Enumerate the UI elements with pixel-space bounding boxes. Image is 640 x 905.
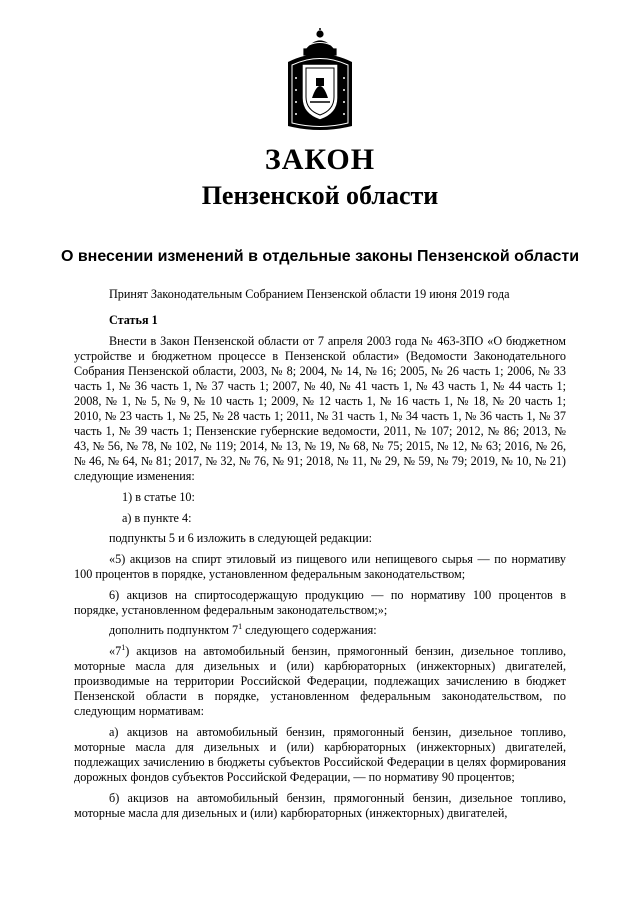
subitem-7-1-b: б) акцизов на автомобильный бензин, прямогонный бензин, дизельное топливо, моторные масла для дизельных и (или) карбюраторных (инжекторных) двигателей, <box>74 790 566 820</box>
add-subitem-paragraph <box>74 623 566 638</box>
article-heading: Статья 1 <box>109 313 158 327</box>
law-body <box>74 313 566 826</box>
subitems-intro: подпункты 5 и 6 изложить в следующей редакции: <box>109 531 372 546</box>
add-subitem-text: дополнить подпунктом 7 <box>109 623 239 638</box>
item-1: 1) в статье 10: <box>122 490 195 505</box>
article-intro-paragraph: Внести в Закон Пензенской области от 7 апреля 2003 года № 463-ЗПО «О бюджетном устройстве и бюджетном процессе в Пензенской области» (Ведомости Законодательного Собрания Пензенской области, 2003, № 8; 2004, № 14, № 16; 2005, № 26 часть 1; 2006, № 33 часть 1, № 36 часть 1, № 37 часть 1; 2007, № 40, № 41 часть 1, № 43 часть 1, № 44 часть 1; 2008, № 1, № 5, № 9, № 10 часть 1; 2009, № 12 часть 1, № 16 часть 1, № 18, № 20 часть 1; 2010, № 23 часть 1, № 25, № 28 часть 1; 2011, № 31 часть 1, № 34 часть 1, № 36 часть 1, № 37 часть 1, № 39 часть 1; Пензенские губернские ведомости, 2011, № 107; 2012, № 86; 2013, № 43, № 56, № 78, № 102, № 119; 2014, № 13, № 19, № 68, № 75; 2015, № 12, № 63; 2016, № 26, № 46, № 64, № 81; 2017, № 32, № 76, № 91; 2018, № 11, № 29, № 59, № 79; 2019, № 10, № 21) следующие изменения: <box>74 333 566 484</box>
subitem-5: «5) акцизов на спирт этиловый из пищевого или непищевого сырья — по нормативу 100 процентов в порядке, установленном федеральным законодательством; <box>74 551 566 581</box>
add-subitem-text-end: следующего содержания: <box>242 623 377 638</box>
law-title: ЗАКОН <box>264 143 376 176</box>
adoption-statement: Принят Законодательным Собранием Пензенской области 19 июня 2019 года <box>109 287 510 301</box>
subitem-7-1-text: ) акцизов на автомобильный бензин, прямогонный бензин, дизельное топливо, моторные масла для дизельных и (или) карбюраторных (инжекторных) двигателей, производимые на территории Российской Федерации, подлежащих зачислению в бюджет Пензенской области в порядке, установленном федеральным законодательством, по следующим нормативам: <box>74 643 566 719</box>
law-subject-heading: О внесении изменений в отдельные законы Пензенской области <box>60 248 580 265</box>
superscript: 1 <box>238 622 243 632</box>
subitem-7-1-a: а) акцизов на автомобильный бензин, прямогонный бензин, дизельное топливо, моторные масла для дизельных и (или) карбюраторных (инжекторных) двигателей, подлежащих зачислению в бюджеты субъектов Российской Федерации в целях формирования дорожных фондов субъектов Российской Федерации, — по нормативу 90 процентов; <box>74 724 566 785</box>
superscript: 1 <box>121 642 126 652</box>
subitem-6: 6) акцизов на спиртосодержащую продукцию — по нормативу 100 процентов в порядке, установленном федеральным законодательством;»; <box>74 587 566 617</box>
item-1a: а) в пункте 4: <box>122 510 192 525</box>
subitem-7-1-prefix: «7 <box>109 643 122 658</box>
subitem-7-1 <box>74 644 566 719</box>
region-title: Пензенской области <box>201 181 439 210</box>
coat-of-arms-icon <box>282 28 358 132</box>
